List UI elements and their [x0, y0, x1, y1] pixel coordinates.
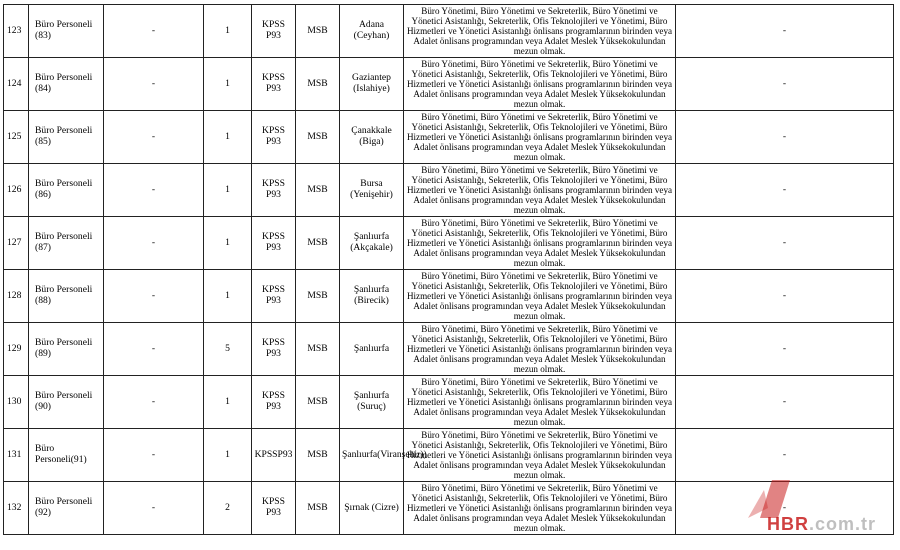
cell-dash: -	[104, 111, 204, 164]
cell-exam: KPSS P93	[252, 217, 296, 270]
cell-dash: -	[104, 5, 204, 58]
cell-exam: KPSS P93	[252, 58, 296, 111]
cell-count: 1	[204, 429, 252, 482]
cell-requirement: Büro Yönetimi, Büro Yönetimi ve Sekreterlik, Büro Yönetimi ve Yönetici Asistanlığı, Sekreterlik, Ofis Teknolojileri ve Yönetimi, Büro Hizmetleri ve Yönetici Asistanlığı önlisans programlarının birinden veya Adalet önlisans programından veya Adalet Meslek Yüksekokulundan mezun olmak.	[404, 217, 676, 270]
cell-dash: -	[104, 217, 204, 270]
watermark-text	[767, 514, 876, 535]
cell-exam: KPSS P93	[252, 482, 296, 535]
cell-count: 1	[204, 217, 252, 270]
cell-requirement: Büro Yönetimi, Büro Yönetimi ve Sekreterlik, Büro Yönetimi ve Yönetici Asistanlığı, Sekreterlik, Ofis Teknolojileri ve Yönetimi, Büro Hizmetleri ve Yönetici Asistanlığı önlisans programlarının birinden veya Adalet önlisans programından veya Adalet Meslek Yüksekokulundan mezun olmak.	[404, 429, 676, 482]
cell-location: Adana (Ceyhan)	[340, 5, 404, 58]
cell-title: Büro Personeli (89)	[29, 323, 104, 376]
cell-count: 1	[204, 376, 252, 429]
table-row	[4, 111, 894, 164]
cell-title: Büro Personeli (90)	[29, 376, 104, 429]
table-row	[4, 5, 894, 58]
position-table	[3, 4, 894, 535]
cell-requirement: Büro Yönetimi, Büro Yönetimi ve Sekreterlik, Büro Yönetimi ve Yönetici Asistanlığı, Sekreterlik, Ofis Teknolojileri ve Yönetimi, Büro Hizmetleri ve Yönetici Asistanlığı önlisans programlarının birinden veya Adalet önlisans programından veya Adalet Meslek Yüksekokulundan mezun olmak.	[404, 5, 676, 58]
cell-institution: MSB	[296, 376, 340, 429]
cell-note: -	[676, 58, 894, 111]
cell-no: 124	[4, 58, 29, 111]
cell-requirement: Büro Yönetimi, Büro Yönetimi ve Sekreterlik, Büro Yönetimi ve Yönetici Asistanlığı, Sekreterlik, Ofis Teknolojileri ve Yönetimi, Büro Hizmetleri ve Yönetici Asistanlığı önlisans programlarının birinden veya Adalet önlisans programından veya Adalet Meslek Yüksekokulundan mezun olmak.	[404, 376, 676, 429]
cell-institution: MSB	[296, 5, 340, 58]
cell-note: -	[676, 482, 894, 535]
cell-note: -	[676, 111, 894, 164]
cell-institution: MSB	[296, 482, 340, 535]
table-row	[4, 270, 894, 323]
cell-institution: MSB	[296, 217, 340, 270]
cell-title: Büro Personeli (88)	[29, 270, 104, 323]
cell-institution: MSB	[296, 323, 340, 376]
cell-institution: MSB	[296, 429, 340, 482]
watermark-domain: .com.tr	[809, 514, 877, 534]
cell-exam: KPSSP93	[252, 429, 296, 482]
table-row	[4, 376, 894, 429]
cell-count: 1	[204, 5, 252, 58]
table-row	[4, 323, 894, 376]
cell-institution: MSB	[296, 111, 340, 164]
cell-dash: -	[104, 323, 204, 376]
cell-requirement: Büro Yönetimi, Büro Yönetimi ve Sekreterlik, Büro Yönetimi ve Yönetici Asistanlığı, Sekreterlik, Ofis Teknolojileri ve Yönetimi, Büro Hizmetleri ve Yönetici Asistanlığı önlisans programlarının birinden veya Adalet önlisans programından veya Adalet Meslek Yüksekokulundan mezun olmak.	[404, 111, 676, 164]
cell-no: 125	[4, 111, 29, 164]
cell-count: 5	[204, 323, 252, 376]
cell-requirement: Büro Yönetimi, Büro Yönetimi ve Sekreterlik, Büro Yönetimi ve Yönetici Asistanlığı, Sekreterlik, Ofis Teknolojileri ve Yönetimi, Büro Hizmetleri ve Yönetici Asistanlığı önlisans programlarının birinden veya Adalet önlisans programından veya Adalet Meslek Yüksekokulundan mezun olmak.	[404, 270, 676, 323]
cell-dash: -	[104, 58, 204, 111]
cell-no: 128	[4, 270, 29, 323]
watermark-brand: HBR	[767, 514, 809, 534]
cell-title: Büro Personeli (92)	[29, 482, 104, 535]
cell-count: 1	[204, 58, 252, 111]
cell-dash: -	[104, 376, 204, 429]
cell-dash: -	[104, 270, 204, 323]
cell-institution: MSB	[296, 164, 340, 217]
cell-count: 1	[204, 164, 252, 217]
cell-count: 1	[204, 111, 252, 164]
cell-title: Büro Personeli (86)	[29, 164, 104, 217]
cell-note: -	[676, 5, 894, 58]
cell-title: Büro Personeli(91)	[29, 429, 104, 482]
cell-no: 126	[4, 164, 29, 217]
cell-title: Büro Personeli (85)	[29, 111, 104, 164]
cell-exam: KPSS P93	[252, 323, 296, 376]
cell-exam: KPSS P93	[252, 270, 296, 323]
table-row	[4, 58, 894, 111]
cell-requirement: Büro Yönetimi, Büro Yönetimi ve Sekreterlik, Büro Yönetimi ve Yönetici Asistanlığı, Sekreterlik, Ofis Teknolojileri ve Yönetimi, Büro Hizmetleri ve Yönetici Asistanlığı önlisans programlarının birinden veya Adalet önlisans programından veya Adalet Meslek Yüksekokulundan mezun olmak.	[404, 58, 676, 111]
cell-institution: MSB	[296, 270, 340, 323]
cell-no: 131	[4, 429, 29, 482]
cell-no: 127	[4, 217, 29, 270]
cell-institution: MSB	[296, 58, 340, 111]
cell-location: Çanakkale (Biga)	[340, 111, 404, 164]
cell-requirement: Büro Yönetimi, Büro Yönetimi ve Sekreterlik, Büro Yönetimi ve Yönetici Asistanlığı, Sekreterlik, Ofis Teknolojileri ve Yönetimi, Büro Hizmetleri ve Yönetici Asistanlığı önlisans programlarının birinden veya Adalet önlisans programından veya Adalet Meslek Yüksekokulundan mezun olmak.	[404, 164, 676, 217]
cell-note: -	[676, 164, 894, 217]
cell-note: -	[676, 270, 894, 323]
table-body	[4, 5, 894, 535]
table-row	[4, 164, 894, 217]
cell-count: 2	[204, 482, 252, 535]
cell-note: -	[676, 323, 894, 376]
cell-dash: -	[104, 482, 204, 535]
table-row	[4, 429, 894, 482]
cell-location: Şanlıurfa (Birecik)	[340, 270, 404, 323]
cell-requirement: Büro Yönetimi, Büro Yönetimi ve Sekreterlik, Büro Yönetimi ve Yönetici Asistanlığı, Sekreterlik, Ofis Teknolojileri ve Yönetimi, Büro Hizmetleri ve Yönetici Asistanlığı önlisans programlarının birinden veya Adalet önlisans programından veya Adalet Meslek Yüksekokulundan mezun olmak.	[404, 323, 676, 376]
cell-location: Şanlıurfa(Viranşehir))	[340, 429, 404, 482]
cell-exam: KPSS P93	[252, 5, 296, 58]
cell-no: 132	[4, 482, 29, 535]
cell-note: -	[676, 217, 894, 270]
cell-location: Bursa (Yenişehir)	[340, 164, 404, 217]
cell-title: Büro Personeli (84)	[29, 58, 104, 111]
cell-requirement: Büro Yönetimi, Büro Yönetimi ve Sekreterlik, Büro Yönetimi ve Yönetici Asistanlığı, Sekreterlik, Ofis Teknolojileri ve Yönetimi, Büro Hizmetleri ve Yönetici Asistanlığı önlisans programlarının birinden veya Adalet önlisans programından veya Adalet Meslek Yüksekokulundan mezun olmak.	[404, 482, 676, 535]
cell-dash: -	[104, 429, 204, 482]
cell-dash: -	[104, 164, 204, 217]
cell-no: 130	[4, 376, 29, 429]
cell-count: 1	[204, 270, 252, 323]
cell-exam: KPSS P93	[252, 164, 296, 217]
table-row	[4, 217, 894, 270]
cell-note: -	[676, 376, 894, 429]
cell-exam: KPSS P93	[252, 376, 296, 429]
cell-location: Şanlıurfa (Akçakale)	[340, 217, 404, 270]
cell-title: Büro Personeli (87)	[29, 217, 104, 270]
cell-location: Gaziantep (Islahiye)	[340, 58, 404, 111]
cell-exam: KPSS P93	[252, 111, 296, 164]
cell-location: Şırnak (Cizre)	[340, 482, 404, 535]
cell-no: 123	[4, 5, 29, 58]
cell-title: Büro Personeli (83)	[29, 5, 104, 58]
cell-location: Şanlıurfa	[340, 323, 404, 376]
cell-note: -	[676, 429, 894, 482]
cell-no: 129	[4, 323, 29, 376]
cell-location: Şanlıurfa (Suruç)	[340, 376, 404, 429]
